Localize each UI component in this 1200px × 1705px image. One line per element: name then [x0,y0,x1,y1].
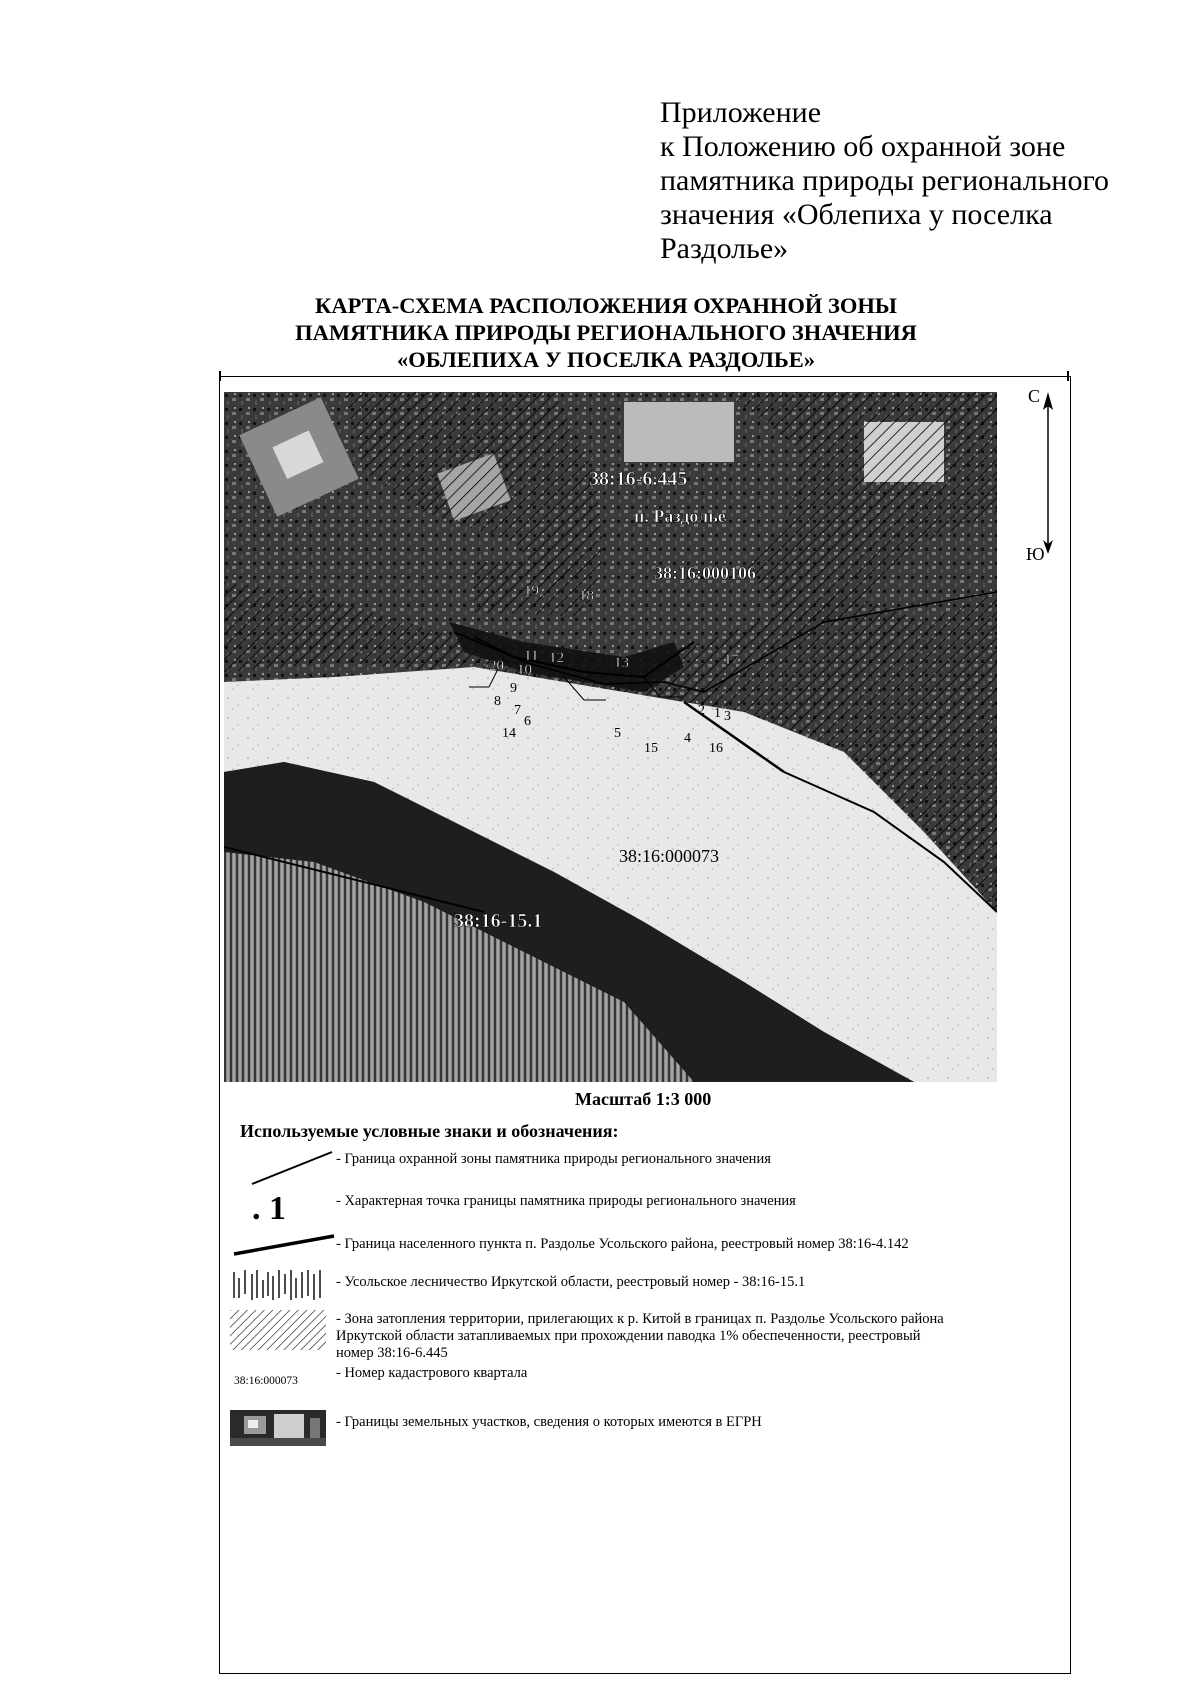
flood-hatch-symbol [230,1310,326,1350]
appendix-line: памятника природы регионального [660,164,1110,197]
legend-item-line: Иркутской области затапливаемых при прохождении паводка 1% обеспеченности, реестровый [336,1328,921,1344]
legend-item-text: - Номер кадастрового квартала [336,1365,528,1381]
legend-item-line: - Зона затопления территории, прилегающих к р. Китой в границах п. Раздолье Усольского района [336,1311,944,1327]
flood-zone-label: 38:16-6.445 [589,468,688,490]
title-line: КАРТА-СХЕМА РАСПОЛОЖЕНИЯ ОХРАННОЙ ЗОНЫ [315,293,897,318]
point-number: 17 [724,652,739,668]
legend-item-text: - Усольское лесничество Иркутской области, реестровый номер - 38:16-15.1 [336,1274,806,1290]
appendix-line: значения «Облепиха у поселка [660,198,1053,231]
title-line: ПАМЯТНИКА ПРИРОДЫ РЕГИОНАЛЬНОГО ЗНАЧЕНИЯ [295,320,917,345]
point-number: 3 [724,709,731,724]
characteristic-point-symbol: . 1 [252,1190,286,1227]
legend-item-text [336,1311,944,1362]
legend-item-text: - Граница населенного пункта п. Раздолье Усольского района, реестровый номер 38:16-4.142 [336,1236,909,1252]
point-number: 1 [714,706,721,721]
legend-item-line: номер 38:16-6.445 [336,1345,448,1361]
point-number: 20 [489,658,504,674]
point-number: 12 [549,650,564,666]
appendix-line: Приложение [660,96,822,129]
legend-item-text: - Граница охранной зоны памятника природы регионального значения [336,1151,771,1167]
quarter-number-symbol: 38:16:000073 [234,1375,298,1387]
point-number: 9 [510,681,517,696]
point-number: 4 [684,731,691,746]
point-number: 6 [524,714,531,729]
title-line: «ОБЛЕПИХА У ПОСЕЛКА РАЗДОЛЬЕ» [396,347,816,372]
point-number: 10 [517,662,532,678]
forestry-pattern-symbol [230,1268,326,1300]
compass-arrow-icon [1018,388,1064,566]
protection-boundary-symbol [248,1148,338,1188]
appendix-line: Раздолье» [660,232,789,265]
building [624,402,734,462]
point-number: 11 [524,648,539,664]
point-number: 8 [494,694,501,709]
map-schema [224,392,997,1082]
map-scale: Масштаб 1:3 000 [575,1089,712,1109]
settlement-label: п. Раздолье [634,506,726,526]
settlement-boundary-symbol [228,1232,338,1258]
point-number: 14 [502,726,516,741]
parcel-photo-symbol [230,1410,326,1446]
quarter-label: 38:16:000073 [619,846,720,866]
appendix-header [660,96,1160,266]
point-number: 13 [614,655,629,671]
legend-item-text: - Границы земельных участков, сведения о которых имеются в ЕГРН [336,1414,762,1430]
legend-title: Используемые условные знаки и обозначения: [240,1121,619,1141]
point-number: 2 [698,703,705,718]
frame-corner-tick [219,371,221,381]
compass-south: Ю [1026,544,1045,564]
forestry-label: 38:16-15.1 [454,910,543,932]
point-number: 19 [524,583,539,599]
point-number: 5 [614,726,621,741]
point-number: 7 [514,703,521,718]
point-number: 15 [644,741,658,756]
frame-corner-tick [1067,371,1069,381]
compass-north: С [1028,386,1041,406]
appendix-line: к Положению об охранной зоне [660,130,1066,163]
point-number: 16 [709,741,723,756]
map-title [226,292,986,373]
point-number: 18 [579,588,594,604]
parcel-block-label: 38:16:000106 [654,563,756,583]
legend-item-text: - Характерная точка границы памятника природы регионального значения [336,1193,796,1209]
